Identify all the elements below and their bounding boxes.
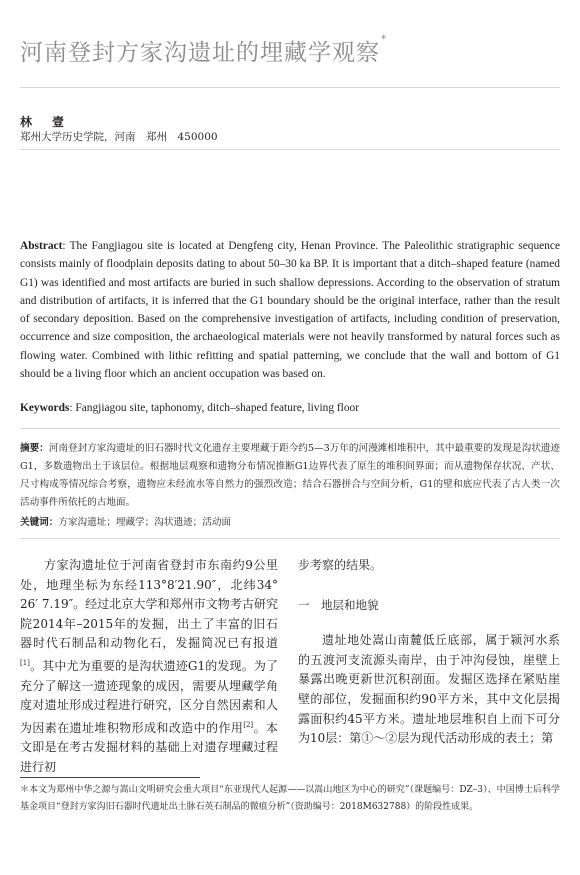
keywords-cn-text: 方家沟遗址；埋藏学；沟状遗迹；活动面	[58, 517, 232, 528]
paragraph-stratigraphy: 遗址地处嵩山南麓低丘底部，属于颍河水系的五渡河支流源头南岸，由于冲沟侵蚀，崖壁上暴露出晚更新世沉积剖面。发掘区选择在紧贴崖壁的部位，发掘面积约90平方米，其中文化层揭露面积约45平方米。遗址地层堆积自上而下可分为10层：第①～②层为现代活动形成的表土；第	[298, 633, 560, 746]
intro-text-b: 。其中尤为重要的是沟状遗迹G1的发现。为了充分了解这一遗迹现象的成因，需要从埋藏学角度对遗址形成过程进行研究，区分自然因素和人为因素在遗址堆积物形成和改造中的作用	[20, 658, 278, 735]
abstract-divider	[20, 428, 560, 429]
article-title: 河南登封方家沟遗址的埋藏学观察*	[20, 34, 387, 66]
funding-footnote: ＊本文为郑州中华之源与嵩山文明研究会重大项目“东亚现代人起源——以嵩山地区为中心的研究”（课题编号：DZ–3）、中国博士后科学基金项目“登封方家沟旧石器时代遗址出土脉石英石制品的微痕分析”（资助编号：2018M632788）的阶段性成果。	[20, 785, 560, 812]
title-footnote-mark: *	[381, 34, 387, 45]
abstract-chinese	[20, 440, 560, 512]
abstract-label-sep: :	[62, 240, 66, 252]
abstract-english	[20, 237, 560, 383]
keywords-cn-label: 关键词：	[20, 517, 59, 528]
title-rule	[20, 87, 560, 88]
body-column-right	[298, 556, 560, 749]
intro-text-c: 。本文即是在考古发掘材料的基础上对遗存埋藏过程进行初	[20, 720, 278, 774]
abstract-cn-text: 河南登封方家沟遗址的旧石器时代文化遗存主要埋藏于距今约5—3万年的河漫滩相堆积中，其中最重要的发现是沟状遗迹G1，多数遗物出土于该层位。根据地层观察和遗物分布情况推断G1边界代表了原生的堆积间界面；而从遗物保存状况、产状、尺寸构成等情况综合考察，遗物应未经流水等自然力的强烈改造；结合石器拼合与空间分析，G1的壁和底应代表了古人类一次活动事件所依托的古地面。	[20, 443, 560, 508]
author-affiliation: 郑州大学历史学院，河南 郑州 450000	[20, 131, 218, 143]
keywords-chinese	[20, 514, 560, 528]
abstract-cn-label: 摘要：	[20, 443, 49, 454]
paragraph-intro	[20, 556, 278, 778]
footnote-rule	[20, 777, 200, 778]
abstract-text: The Fangjiagou site is located at Dengfeng city, Henan Province. The Paleolithic stratigraphic sequence consists mainly of floodplain deposits dating to about 50–30 ka BP. It is important that a ditch–shaped feature (named G1) was identified and most artifacts are buried in such shallow depressions. According to the observation of stratum and distribution of artifacts, it is inferred that the G1 boundary should be the original interface, rather than the result of secondary deposition. Based on the comprehensive investigation of artifacts, including condition of preservation, occurrence and size composition, the archaeological materials were not heavily transformed by natural forces such as flowing water. Combined with lithic refitting and spatial patterning, we conclude that the wall and bottom of G1 should be a living floor which an ancient occupation was based on.	[20, 240, 560, 381]
section-heading: 一 地层和地貌	[298, 597, 379, 612]
author-name: 林 壹	[20, 115, 69, 129]
paragraph-intro-continued: 步考察的结果。	[298, 558, 383, 572]
keywords-label-sep: :	[69, 402, 73, 414]
abstract-label: Abstract	[20, 240, 63, 252]
affiliation-rule	[20, 149, 560, 150]
body-divider	[20, 538, 560, 539]
intro-text-a: 方家沟遗址位于河南省登封市东南约9公里处，地理坐标为东经113°8′21.90″，北纬34° 26′ 7.19″。经过北京大学和郑州市文物考古研究院2014年–2015年的发掘，出土了丰富的旧石器时代石制品和动物化石，发掘简况已有报道	[20, 558, 278, 651]
keywords-english	[20, 402, 560, 414]
body-column-left	[20, 556, 278, 778]
citation-ref-1[interactable]: [1]	[20, 658, 30, 667]
citation-ref-2[interactable]: [2]	[243, 720, 254, 729]
keywords-text: Fangjiagou site, taphonomy, ditch–shaped feature, living floor	[72, 402, 360, 414]
keywords-label: Keywords	[20, 402, 70, 414]
